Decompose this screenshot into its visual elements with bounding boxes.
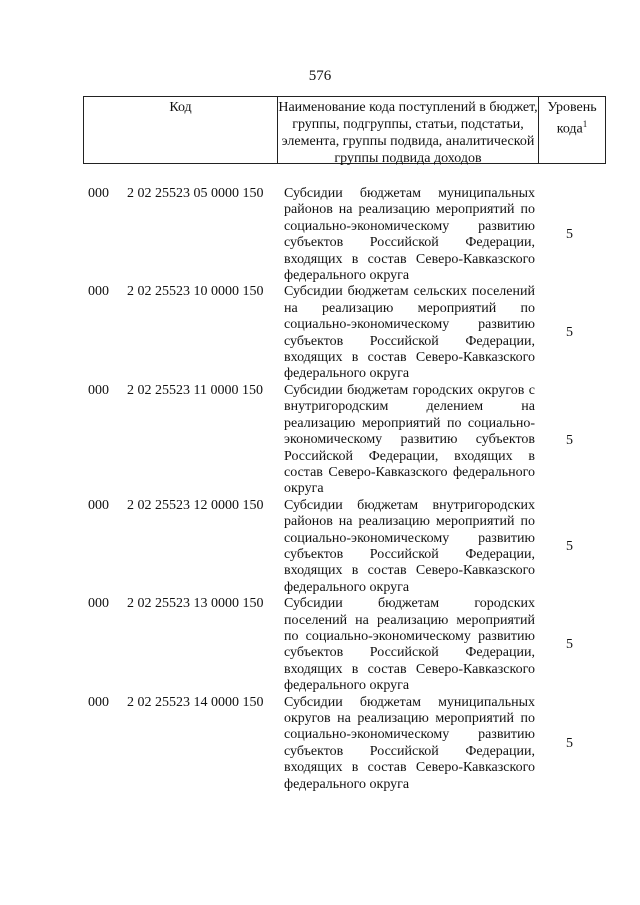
- row-level: 5: [566, 227, 573, 242]
- admin-code: 000: [88, 596, 109, 612]
- row-description: Субсидии бюджетам муниципальных округов на реализацию мероприятий по социально-экономическому развитию субъектов Российской Федерации, входящих в состав Северо-Кавказского федерального округа: [284, 694, 535, 792]
- row-level: 5: [566, 637, 573, 653]
- row-level: 5: [566, 538, 573, 554]
- row-description: Субсидии бюджетам муниципальных районов на реализацию мероприятий по социально-экономическому развитию субъектов Российской Федерации, входящих в состав Северо-Кавказского федерального округа: [284, 186, 535, 284]
- table-row: [0, 383, 640, 498]
- table-row: [0, 498, 640, 596]
- header-name: Наименование кода поступлений в бюджет, группы, подгруппы, статьи, подстатьи, элемента, группы подвида, аналитической группы подвида доходов: [278, 97, 539, 163]
- header-code: Код: [84, 97, 278, 163]
- admin-code: 000: [88, 497, 109, 513]
- table-row: [0, 186, 640, 284]
- admin-code: 000: [88, 694, 109, 710]
- header-level-footnote: 1: [582, 119, 588, 129]
- row-level: 5: [566, 735, 573, 751]
- table-row: [0, 695, 640, 793]
- row-description: Субсидии бюджетам внутригородских районов на реализацию мероприятий по социально-экономическому развитию субъектов Российской Федерации, входящих в состав Северо-Кавказского федерального округа: [284, 497, 535, 595]
- header-level: [539, 97, 605, 163]
- header-level-label: Уровень кода: [547, 100, 597, 137]
- admin-code: 000: [88, 284, 109, 300]
- budget-code: 2 02 25523 10 0000 150: [127, 284, 264, 300]
- page-number: 576: [308, 68, 332, 84]
- table-header: [83, 96, 606, 164]
- budget-code: 2 02 25523 13 0000 150: [127, 596, 264, 612]
- admin-code: 000: [88, 382, 109, 398]
- table-row: [0, 596, 640, 694]
- row-level: 5: [566, 325, 573, 341]
- row-description: Субсидии бюджетам сельских поселений на реализацию мероприятий по социально-экономическому развитию субъектов Российской Федерации, входящих в состав Северо-Кавказского федерального округа: [284, 284, 535, 382]
- row-level: 5: [566, 432, 573, 448]
- table-row: [0, 284, 640, 382]
- budget-code: 2 02 25523 11 0000 150: [127, 382, 263, 398]
- row-description: Субсидии бюджетам городских округов с внутригородским делением на реализацию мероприятий по социально-экономическому развитию субъектов Российской Федерации, входящих в состав Северо-Кавказского федерального округа: [284, 382, 535, 497]
- budget-code: 2 02 25523 14 0000 150: [127, 694, 264, 710]
- row-description: Субсидии бюджетам городских поселений на реализацию мероприятий по социально-экономическому развитию субъектов Российской Федерации, входящих в состав Северо-Кавказского федерального округа: [284, 596, 535, 694]
- budget-code: 2 02 25523 12 0000 150: [127, 497, 264, 513]
- admin-code: 000: [88, 186, 109, 201]
- budget-code: 2 02 25523 05 0000 150: [127, 186, 264, 201]
- table-body: [0, 186, 640, 793]
